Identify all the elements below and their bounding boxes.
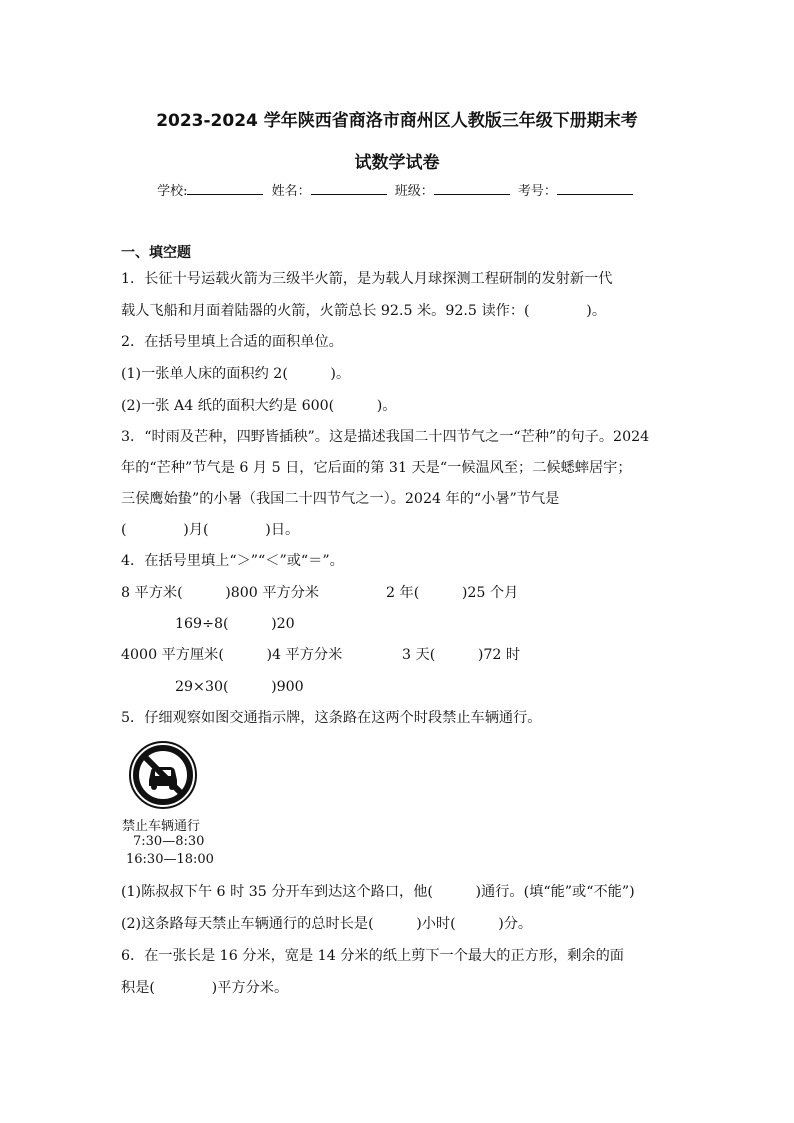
student-info-row	[0, 180, 794, 199]
q3-line2: 年的“芒种”节气是 6 月 5 日，它后面的第 31 天是“一候温风至；二候蟋蟀居宇；	[121, 460, 632, 476]
q3-line3: 三侯鹰始蛰”的小暑（我国二十四节气之一）。2024 年的“小暑”节气是	[121, 491, 560, 507]
q4-item-f: 29×30( )900	[175, 679, 304, 695]
q5-part1: (1)陈叔叔下午 6 时 35 分开车到达这个路口，他( )通行。(填“能”或“不能”)	[121, 884, 635, 900]
q4-item-e: 3 天( )72 时	[402, 647, 521, 663]
q3-line4: ( )月( )日。	[121, 522, 300, 538]
sign-time-1: 7:30—8:30	[133, 834, 205, 849]
exam-title-line2: 试数学试卷	[354, 153, 440, 173]
section-heading: 一、填空题	[121, 245, 191, 261]
q4-stem: 4．在括号里填上“＞”“＜”或“＝”。	[121, 553, 344, 569]
q2-stem: 2．在括号里填上合适的面积单位。	[121, 334, 343, 350]
exam-title-line1: 2023-2024 学年陕西省商洛市商州区人教版三年级下册期末考	[156, 111, 638, 131]
q6-line1: 6．在一张长是 16 分米，宽是 14 分米的纸上剪下一个最大的正方形，剩余的面	[121, 948, 624, 964]
q1-line1: 1．长征十号运载火箭为三级半火箭，是为载人月球探测工程研制的发射新一代	[121, 271, 613, 287]
name-blank	[311, 182, 387, 195]
name-label: 姓名：	[271, 184, 311, 199]
q4-item-d: 4000 平方厘米( )4 平方分米	[121, 647, 343, 663]
q3-line1: 3．“时雨及芒种，四野皆插秧”。这是描述我国二十四节气之一“芒种”的句子。2024	[121, 429, 650, 445]
sign-time-2: 16:30—18:00	[126, 852, 214, 867]
q5-part2: (2)这条路每天禁止车辆通行的总时长是( )小时( )分。	[121, 916, 533, 932]
exam-no-label: 考号：	[517, 184, 557, 199]
school-label: 学校:	[157, 184, 188, 199]
exam-no-blank	[557, 182, 633, 195]
sign-label: 禁止车辆通行	[122, 819, 201, 834]
no-vehicles-sign-icon	[128, 740, 198, 810]
q6-line2: 积是( )平方分米。	[121, 980, 289, 996]
q2-part2: (2)一张 A4 纸的面积大约是 600( )。	[121, 398, 397, 414]
q4-item-a: 8 平方米( )800 平方分米	[121, 585, 320, 601]
school-blank	[187, 182, 263, 195]
q2-part1: (1)一张单人床的面积约 2( )。	[121, 366, 351, 382]
q1-line2: 载人飞船和月面着陆器的火箭，火箭总长 92.5 米。92.5 读作：( )。	[121, 303, 607, 319]
q4-item-c: 169÷8( )20	[175, 616, 295, 632]
class-blank	[434, 182, 510, 195]
class-label: 班级：	[394, 184, 434, 199]
q4-item-b: 2 年( )25 个月	[386, 585, 519, 601]
q5-stem: 5．仔细观察如图交通指示牌，这条路在这两个时段禁止车辆通行。	[121, 710, 542, 726]
